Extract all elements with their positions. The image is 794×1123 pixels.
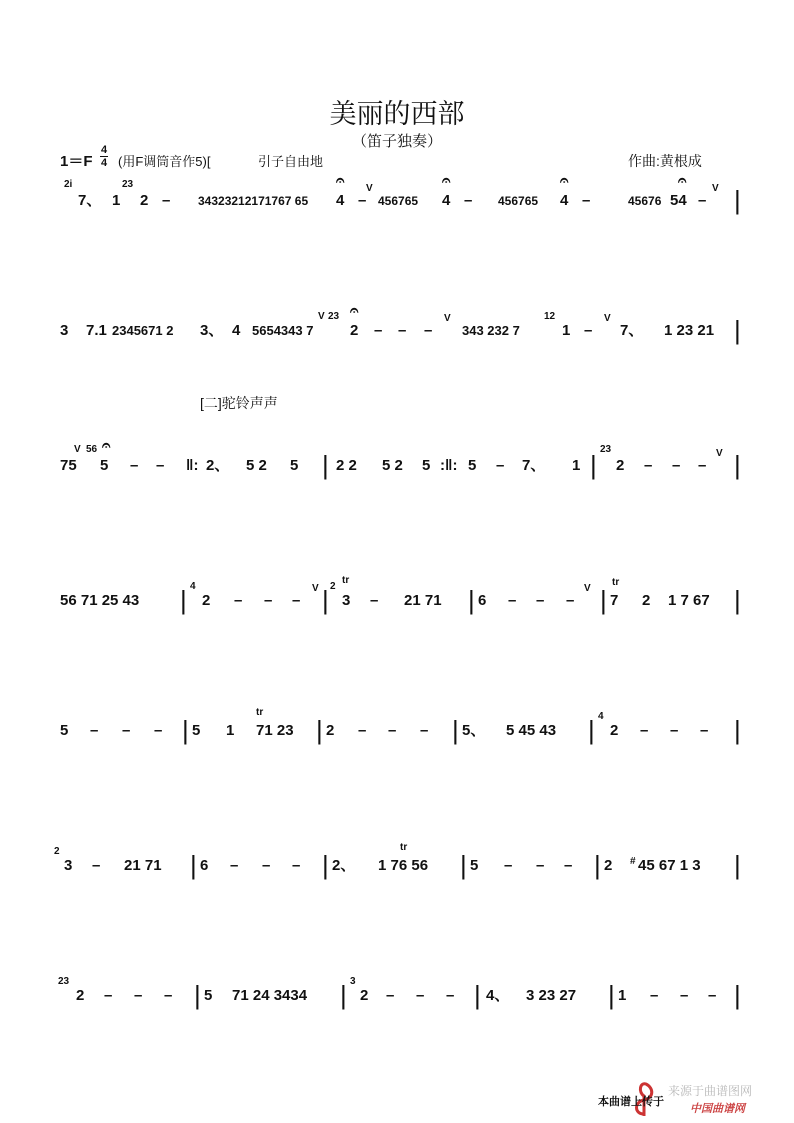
- note-token-1-18: 4: [560, 192, 569, 209]
- note-token-5-10: |: [316, 715, 323, 745]
- note-token-6-17: –: [536, 857, 545, 874]
- note-token-3-6: –: [130, 457, 139, 474]
- note-token-2-5: 4: [232, 322, 241, 339]
- note-token-2-6: 5654343 7: [252, 323, 314, 338]
- time-signature: [100, 144, 108, 169]
- note-token-7-12: –: [386, 987, 395, 1004]
- note-token-5-12: –: [358, 722, 367, 739]
- note-token-7-22: –: [708, 987, 717, 1004]
- note-token-7-18: |: [608, 980, 615, 1010]
- note-token-3-18: –: [496, 457, 505, 474]
- note-token-5-11: 2: [326, 722, 335, 739]
- note-token-4-14: 21 71: [404, 592, 442, 609]
- note-token-4-3: 4: [190, 581, 196, 592]
- note-token-4-18: –: [536, 592, 545, 609]
- note-token-3-19: 7、: [522, 457, 546, 474]
- note-token-4-17: –: [508, 592, 517, 609]
- note-token-6-7: –: [230, 857, 239, 874]
- note-token-6-13: 1 76 56: [378, 857, 429, 874]
- score-line-5-notes: [60, 705, 740, 765]
- note-token-3-17: 5: [468, 457, 477, 474]
- note-token-7-6: |: [194, 980, 201, 1010]
- note-token-4-10: 2: [330, 581, 336, 592]
- note-token-7-7: 5: [204, 987, 213, 1004]
- note-token-3-24: –: [644, 457, 653, 474]
- note-token-2-14: V: [444, 313, 451, 324]
- note-token-5-24: |: [734, 715, 741, 745]
- note-token-5-13: –: [388, 722, 397, 739]
- note-token-5-17: 5 45 43: [506, 722, 557, 739]
- time-signature-top: 4: [100, 144, 108, 156]
- note-token-2-15: 343 232 7: [462, 323, 520, 338]
- note-token-3-28: |: [734, 450, 741, 480]
- note-token-2-11: –: [374, 322, 383, 339]
- note-token-1-17: 𝄐: [560, 172, 569, 189]
- note-token-3-11: 5: [290, 457, 299, 474]
- note-token-3-9: 2、: [206, 457, 230, 474]
- note-token-7-16: 4、: [486, 987, 510, 1004]
- section-heading: [二]驼铃声声: [200, 395, 278, 411]
- note-token-4-21: |: [600, 585, 607, 615]
- note-token-1-8: 𝄐: [336, 172, 345, 189]
- note-token-1-2: 7、: [78, 192, 102, 209]
- note-token-4-12: 3: [342, 592, 351, 609]
- note-token-1-4: 23: [122, 179, 134, 190]
- note-token-1-6: –: [162, 192, 171, 209]
- note-token-2-21: 1 23 21: [664, 322, 715, 339]
- note-token-5-22: –: [670, 722, 679, 739]
- note-token-2-1: 3: [60, 322, 69, 339]
- score-line-2: [60, 302, 741, 365]
- note-token-6-19: |: [594, 850, 601, 880]
- note-token-1-19: –: [582, 192, 591, 209]
- note-token-1-13: 𝄐: [442, 172, 451, 189]
- note-token-7-20: –: [650, 987, 659, 1004]
- score-line-4-notes: [60, 575, 740, 635]
- upload-note: 本曲谱上传于: [598, 1096, 664, 1108]
- score-line-7: [60, 970, 740, 1030]
- score-line-4: [60, 575, 740, 635]
- note-token-2-18: –: [584, 322, 593, 339]
- note-token-1-15: –: [464, 192, 473, 209]
- time-signature-bottom: 4: [100, 157, 108, 169]
- note-token-5-2: –: [90, 722, 99, 739]
- score-line-3-notes: [60, 437, 741, 500]
- note-token-6-22: 45 67 1 3: [638, 857, 701, 874]
- note-token-3-27: V: [716, 448, 723, 459]
- note-token-3-16: :‖:: [440, 457, 458, 474]
- note-token-6-15: 5: [470, 857, 479, 874]
- score-line-3: [60, 437, 741, 500]
- note-token-7-13: –: [416, 987, 425, 1004]
- note-token-5-20: 2: [610, 722, 619, 739]
- note-token-4-15: |: [468, 585, 475, 615]
- note-token-6-12: tr: [400, 842, 408, 853]
- note-token-7-17: 3 23 27: [526, 987, 577, 1004]
- note-token-2-7: V: [318, 311, 325, 322]
- note-token-3-22: 23: [600, 444, 612, 455]
- source-watermark: 来源于曲谱图网: [668, 1084, 753, 1098]
- note-token-3-26: –: [698, 457, 707, 474]
- note-token-6-20: 2: [604, 857, 613, 874]
- note-token-1-11: V: [366, 183, 373, 194]
- note-token-6-23: |: [734, 850, 741, 880]
- note-token-7-10: 3: [350, 976, 356, 987]
- note-token-6-9: –: [292, 857, 301, 874]
- intro-tempo-mark: 引子自由地: [258, 154, 324, 169]
- note-token-4-23: 7: [610, 592, 619, 609]
- note-token-3-2: 56: [86, 444, 98, 455]
- key-signature: 1＝F: [60, 153, 93, 170]
- note-token-4-5: –: [234, 592, 243, 609]
- note-token-5-6: 5: [192, 722, 201, 739]
- key-note: (用F调筒音作5)[: [118, 154, 211, 169]
- score-title: 美丽的西部: [329, 99, 465, 130]
- note-token-4-25: 1 7 67: [668, 592, 710, 609]
- note-token-1-10: –: [358, 192, 367, 209]
- note-token-5-23: –: [700, 722, 709, 739]
- note-token-4-24: 2: [642, 592, 651, 609]
- note-token-3-25: –: [672, 457, 681, 474]
- note-token-4-11: tr: [342, 575, 350, 586]
- note-token-7-14: –: [446, 987, 455, 1004]
- note-token-5-21: –: [640, 722, 649, 739]
- site-name: 中国曲谱网: [690, 1103, 745, 1115]
- note-token-6-5: |: [190, 850, 197, 880]
- note-token-7-2: 2: [76, 987, 85, 1004]
- note-token-7-3: –: [104, 987, 113, 1004]
- note-token-5-18: |: [588, 715, 595, 745]
- note-token-5-8: tr: [256, 707, 264, 718]
- note-token-4-7: –: [292, 592, 301, 609]
- note-token-1-7: 34323212171767 65: [198, 194, 309, 208]
- score-line-2-notes: [60, 302, 741, 365]
- note-token-2-10: 2: [350, 322, 359, 339]
- note-token-6-6: 6: [200, 857, 209, 874]
- note-token-1-21: 𝄐: [678, 172, 687, 189]
- note-token-3-23: 2: [616, 457, 625, 474]
- note-token-2-13: –: [424, 322, 433, 339]
- note-token-6-10: |: [322, 850, 329, 880]
- note-token-1-16: 456765: [498, 194, 539, 208]
- note-token-7-15: |: [474, 980, 481, 1010]
- note-token-1-5: 2: [140, 192, 149, 209]
- score-line-5: [60, 705, 740, 765]
- note-token-1-3: 1: [112, 192, 121, 209]
- note-token-4-26: |: [734, 585, 741, 615]
- score-line-6-notes: [54, 840, 741, 900]
- note-token-5-4: –: [154, 722, 163, 739]
- score-line-1: [60, 172, 741, 235]
- note-token-4-4: 2: [202, 592, 211, 609]
- note-token-4-20: V: [584, 583, 591, 594]
- score-subtitle: （笛子独奏）: [351, 133, 442, 150]
- note-token-5-14: –: [420, 722, 429, 739]
- note-token-6-3: –: [92, 857, 101, 874]
- note-token-1-14: 4: [442, 192, 451, 209]
- note-token-2-19: V: [604, 313, 611, 324]
- note-token-2-20: 7、: [620, 322, 644, 339]
- note-token-1-22: 54: [670, 192, 687, 209]
- note-token-5-16: 5、: [462, 722, 486, 739]
- note-token-3-10: 5 2: [246, 457, 267, 474]
- note-token-6-16: –: [504, 857, 513, 874]
- note-token-3-12: |: [322, 450, 329, 480]
- note-token-2-9: 𝄐: [350, 302, 359, 319]
- note-token-7-8: 71 24 3434: [232, 987, 308, 1004]
- note-token-6-8: –: [262, 857, 271, 874]
- note-token-2-2: 7.1: [86, 322, 107, 339]
- note-token-5-5: |: [182, 715, 189, 745]
- note-token-2-22: |: [734, 315, 741, 345]
- note-token-3-4: 75: [60, 457, 77, 474]
- note-token-5-1: 5: [60, 722, 69, 739]
- note-token-3-5: 5: [100, 457, 109, 474]
- note-token-3-15: 5: [422, 457, 431, 474]
- note-token-2-4: 3、: [200, 322, 224, 339]
- note-token-3-14: 5 2: [382, 457, 403, 474]
- note-token-1-23: –: [698, 192, 707, 209]
- note-token-6-1: 2: [54, 846, 60, 857]
- note-token-2-8: 23: [328, 311, 340, 322]
- note-token-4-2: |: [180, 585, 187, 615]
- note-token-1-12: 456765: [378, 194, 419, 208]
- note-token-4-19: –: [566, 592, 575, 609]
- note-token-3-20: 1: [572, 457, 581, 474]
- note-token-2-17: 1: [562, 322, 571, 339]
- note-token-3-21: |: [590, 450, 597, 480]
- note-token-2-12: –: [398, 322, 407, 339]
- note-token-6-14: |: [460, 850, 467, 880]
- note-token-4-13: –: [370, 592, 379, 609]
- note-token-3-3: 𝄐: [102, 437, 111, 454]
- note-token-2-3: 2345671 2: [112, 323, 174, 338]
- note-token-3-13: 2 2: [336, 457, 357, 474]
- note-token-2-16: 12: [544, 311, 556, 322]
- note-token-7-5: –: [164, 987, 173, 1004]
- composer-credit: 作曲:黄根成: [628, 153, 702, 169]
- note-token-4-9: |: [322, 585, 329, 615]
- note-token-1-24: V: [712, 183, 719, 194]
- note-token-7-23: |: [734, 980, 741, 1010]
- note-token-5-3: –: [122, 722, 131, 739]
- note-token-6-18: –: [564, 857, 573, 874]
- note-token-5-19: 4: [598, 711, 604, 722]
- note-token-7-11: 2: [360, 987, 369, 1004]
- score-line-1-notes: [60, 172, 741, 235]
- note-token-7-4: –: [134, 987, 143, 1004]
- note-token-7-21: –: [680, 987, 689, 1004]
- score-line-7-notes: [60, 970, 740, 1030]
- note-token-6-4: 21 71: [124, 857, 162, 874]
- note-token-6-2: 3: [64, 857, 73, 874]
- note-token-4-16: 6: [478, 592, 487, 609]
- note-token-5-15: |: [452, 715, 459, 745]
- note-token-1-25: |: [734, 185, 741, 215]
- note-token-7-19: 1: [618, 987, 627, 1004]
- note-token-5-9: 71 23: [256, 722, 294, 739]
- note-token-1-9: 4: [336, 192, 345, 209]
- note-token-4-8: V: [312, 583, 319, 594]
- note-token-1-20: 45676: [628, 194, 662, 208]
- note-token-7-1: 23: [58, 976, 70, 987]
- note-token-4-1: 56 71 25 43: [60, 592, 140, 609]
- note-token-5-7: 1: [226, 722, 235, 739]
- note-token-1-1: 2i: [64, 179, 73, 190]
- note-token-3-7: –: [156, 457, 165, 474]
- note-token-3-1: V: [74, 444, 81, 455]
- score-line-6: [54, 840, 741, 900]
- note-token-4-6: –: [264, 592, 273, 609]
- note-token-6-11: 2、: [332, 857, 356, 874]
- note-token-7-9: |: [340, 980, 347, 1010]
- note-token-6-21: #: [630, 856, 636, 867]
- note-token-4-22: tr: [612, 577, 620, 588]
- note-token-3-8: ‖:: [186, 457, 199, 474]
